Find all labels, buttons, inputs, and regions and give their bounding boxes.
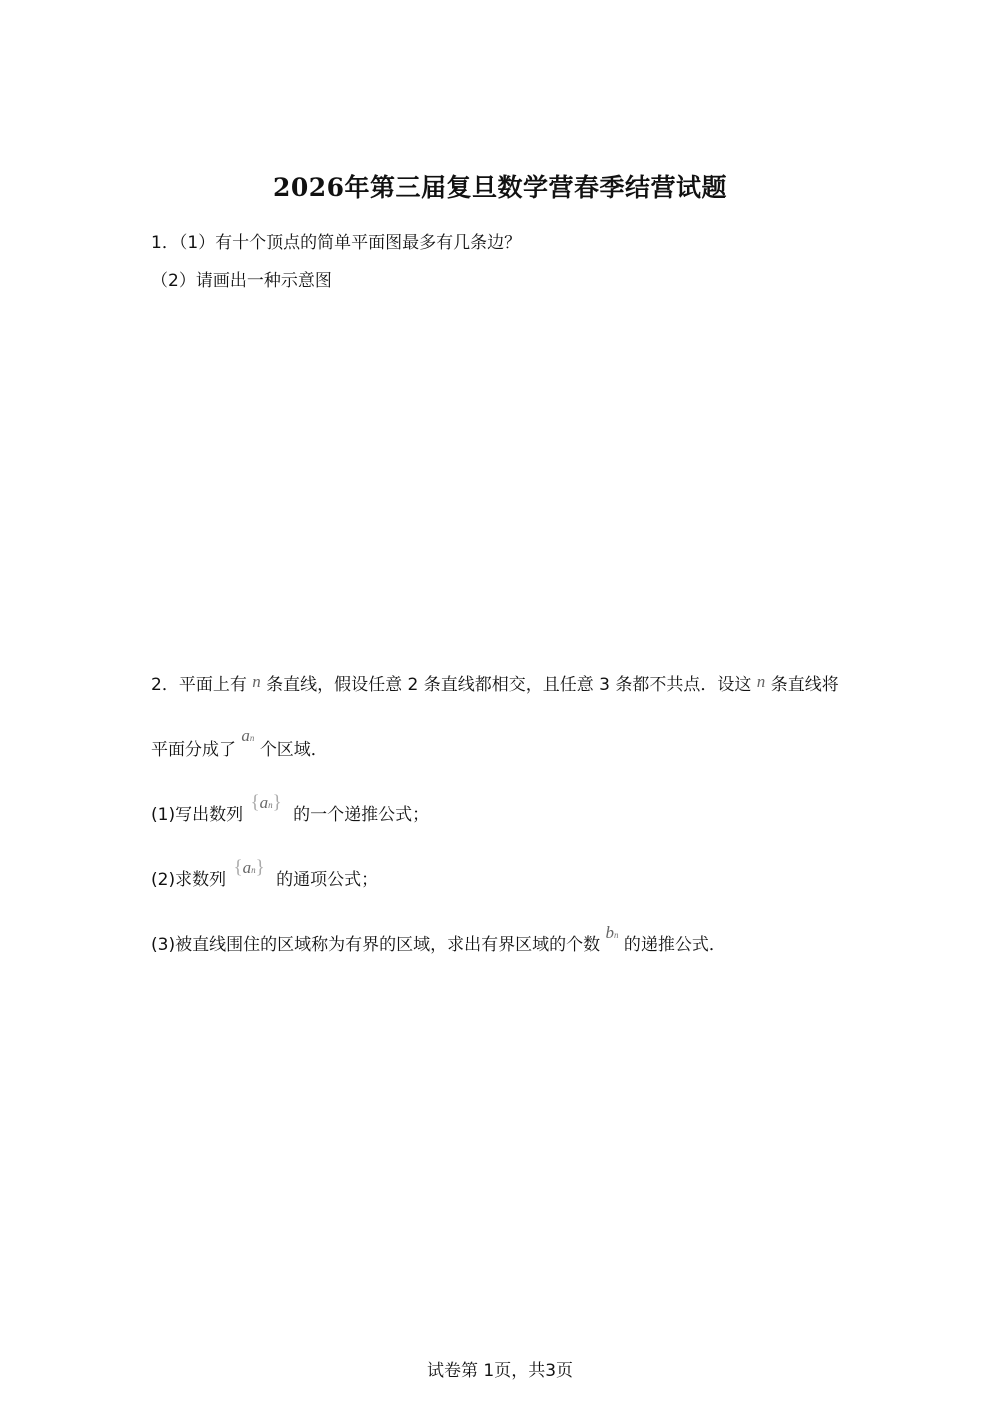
part-3-tail: 的递推公式． (623, 935, 726, 955)
variable-a: a (241, 726, 250, 745)
part-2-label: (2)求数列 (151, 870, 227, 890)
question-2-line-2 (151, 726, 328, 763)
variable-n: n (252, 672, 261, 691)
page-footer: 试卷第 1页，共3页 (426, 1361, 574, 1381)
part-1-label: (1)写出数列 (151, 805, 244, 825)
question-1-number: 1． (151, 233, 179, 253)
question-2-part-3 (151, 923, 726, 958)
subscript-n: n (249, 733, 255, 743)
variable-a: a (259, 793, 269, 812)
brace-close: } (255, 857, 265, 878)
variable-a-n (241, 726, 254, 746)
subscript-n: n (251, 865, 256, 875)
subscript-n: n (268, 800, 273, 810)
brace-open: { (250, 792, 260, 813)
question-1-part-1-text: （1）有十个顶点的简单平面图最多有几条边？ (178, 233, 522, 253)
question-1-part-1 (151, 232, 521, 254)
variable-n: n (756, 672, 766, 691)
question-2-text-a: 平面上有 (178, 675, 247, 695)
subscript-n: n (614, 930, 619, 940)
part-3-label: (3)被直线围住的区域称为有界的区域，求出有界区域的个数 (151, 935, 601, 955)
variable-b: b (605, 923, 614, 942)
part-1-tail: 的一个递推公式； (293, 805, 430, 825)
question-2-line-1 (151, 674, 839, 696)
question-1-part-2 (151, 270, 332, 292)
variable-b-n (606, 923, 619, 943)
question-2-text-b: 条直线，假设任意 2 条直线都相交，且任意 3 条都不共点．设这 (266, 675, 752, 695)
brace-open: { (233, 857, 243, 878)
question-2-number: 2． (151, 675, 179, 695)
variable-a: a (242, 858, 252, 877)
question-2-part-1 (151, 792, 430, 828)
question-1-part-2-text: （2）请画出一种示意图 (151, 271, 332, 291)
sequence-a-n (234, 857, 265, 881)
question-2-text-d: 平面分成了 (151, 740, 236, 760)
sequence-a-n (251, 792, 282, 816)
part-2-tail: 的通项公式； (276, 870, 379, 890)
question-2-text-e: 个区域． (259, 740, 328, 760)
question-2-part-2 (151, 857, 379, 893)
brace-close: } (272, 792, 282, 813)
question-2-text-c: 条直线将 (770, 675, 839, 695)
page-title: 2026年第三届复旦数学营春季结营试题 (272, 173, 728, 202)
